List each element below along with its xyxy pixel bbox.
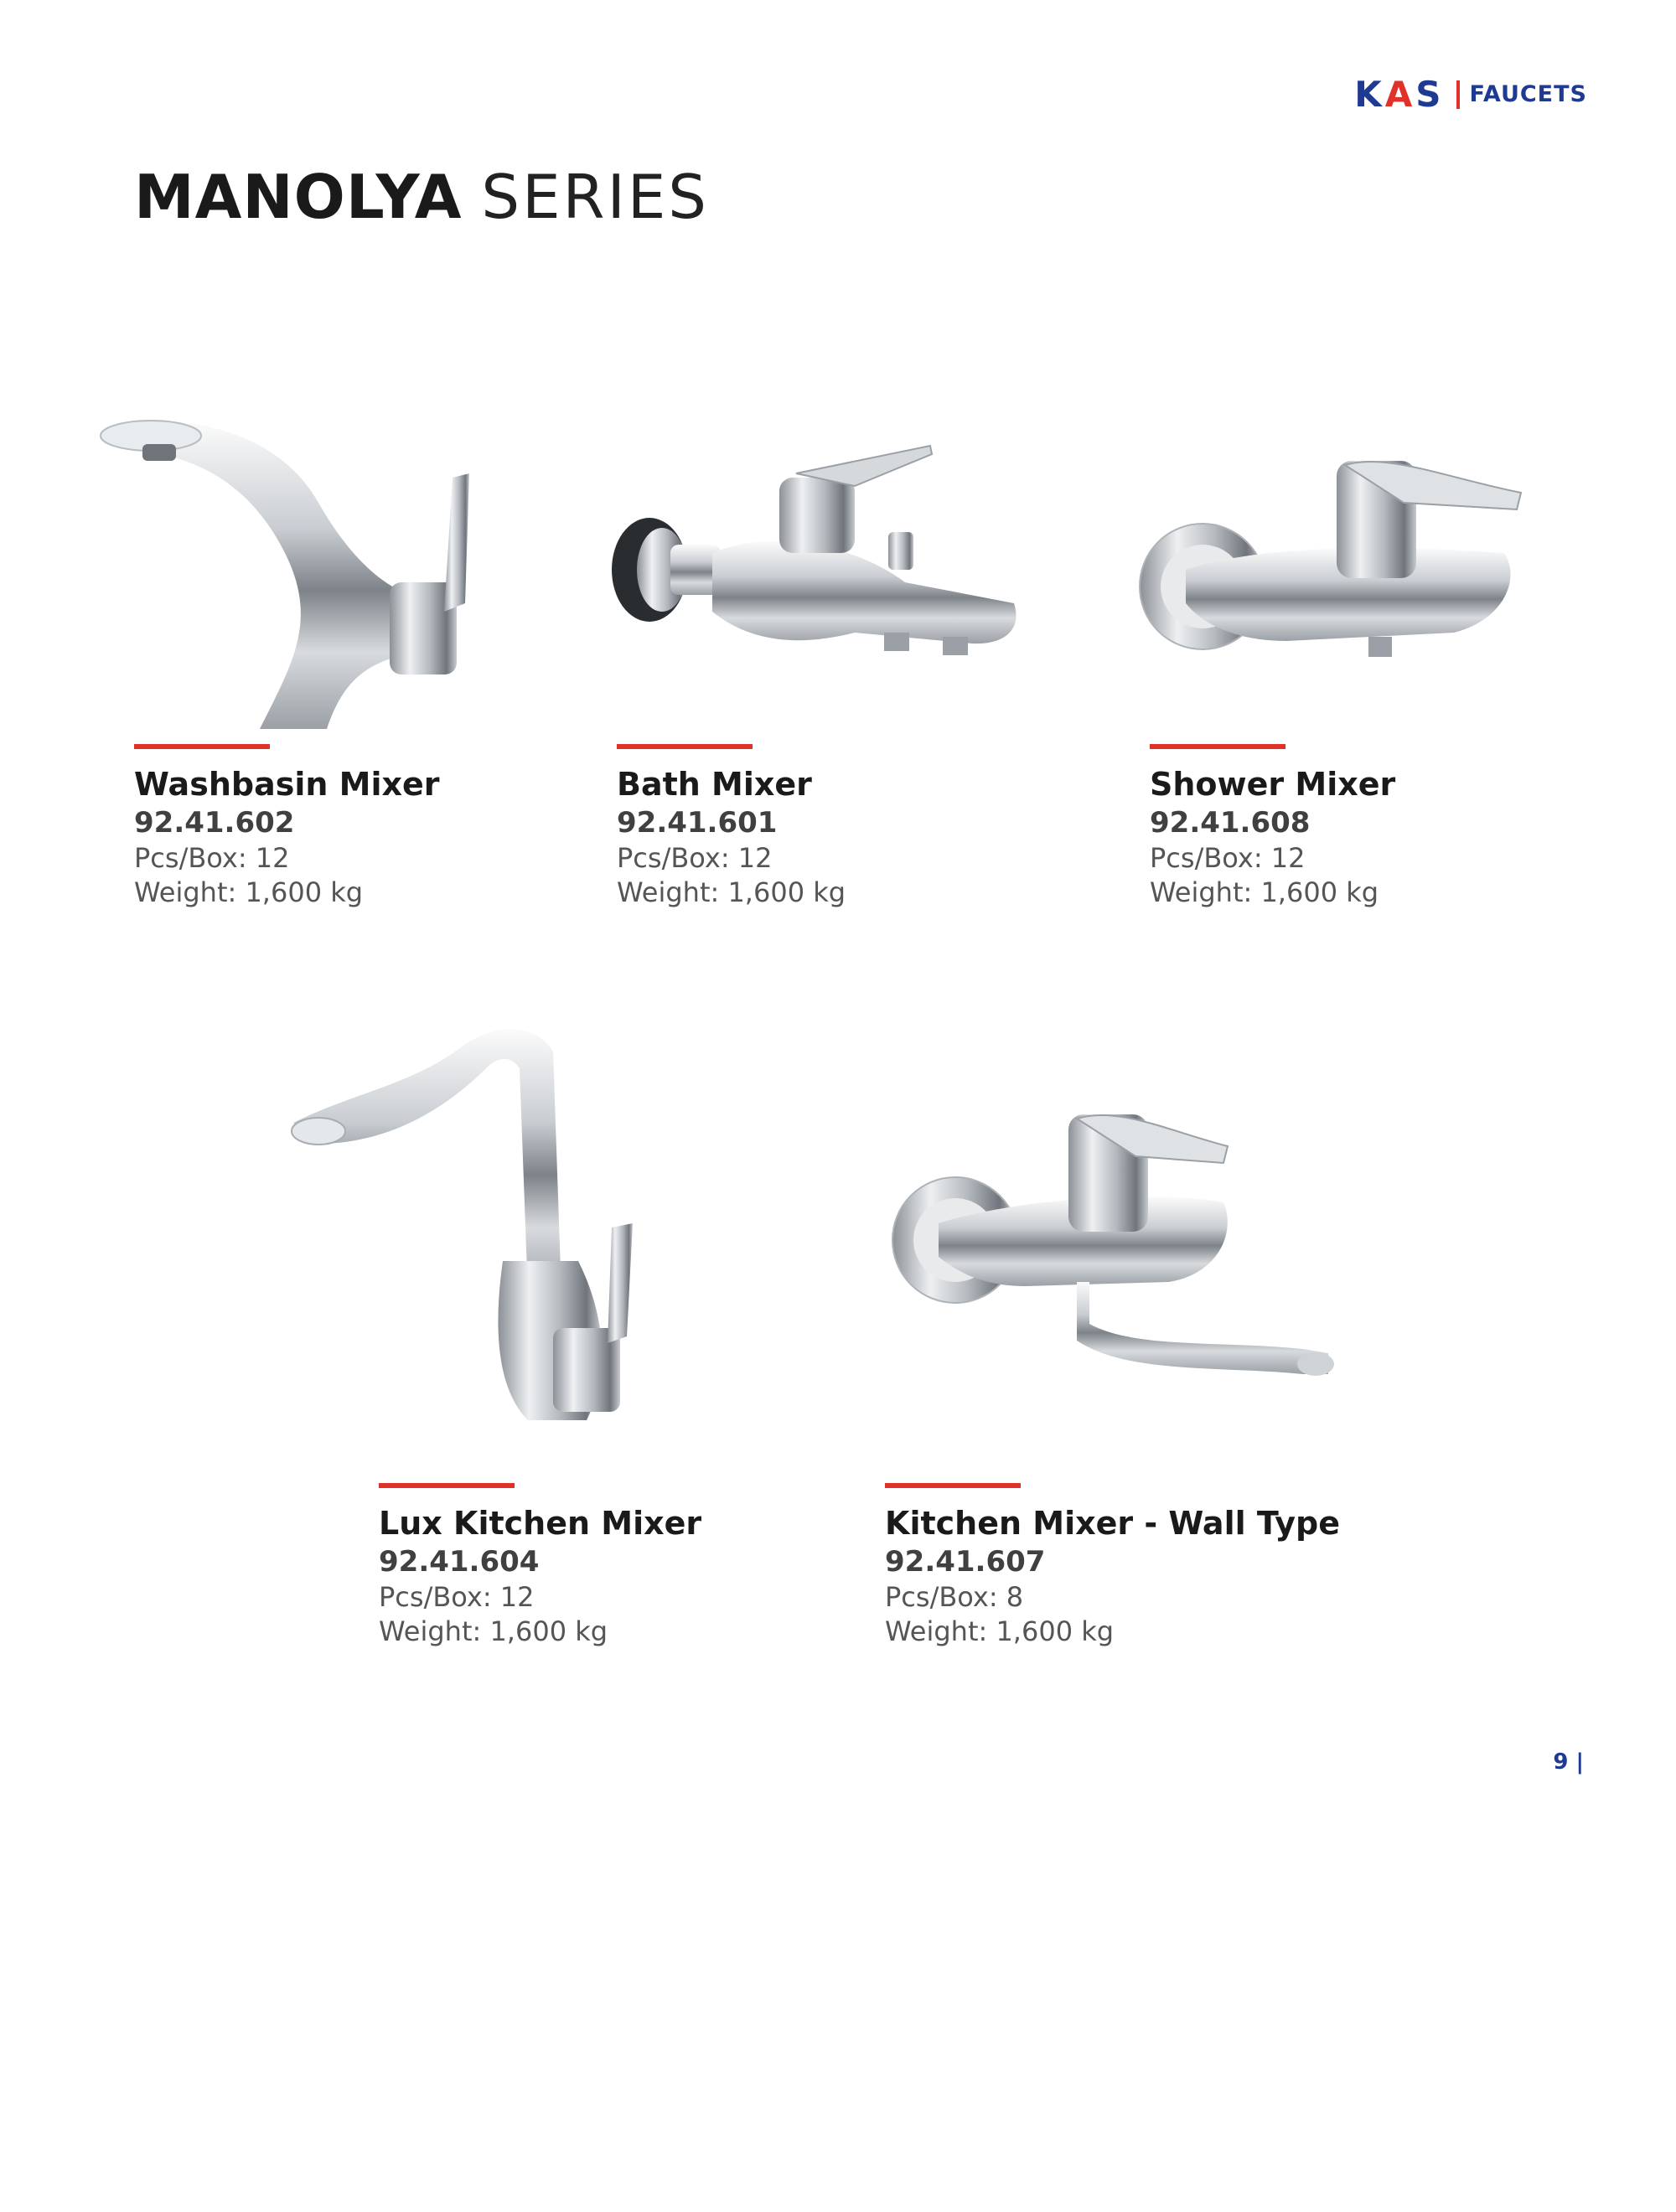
product-pcs-box: Pcs/Box: 12 xyxy=(1150,842,1306,874)
product-name: Lux Kitchen Mixer xyxy=(379,1505,702,1542)
washbasin-mixer-image xyxy=(92,411,511,729)
product-pcs-box: Pcs/Box: 12 xyxy=(379,1581,535,1613)
brand-divider xyxy=(1456,80,1460,109)
brand-section: FAUCETS xyxy=(1469,81,1587,107)
product-name: Kitchen Mixer - Wall Type xyxy=(885,1505,1341,1542)
product-pcs-box: Pcs/Box: 12 xyxy=(134,842,290,874)
brand-header xyxy=(1354,74,1587,115)
product-name: Washbasin Mixer xyxy=(134,766,440,803)
product-pcs-box: Pcs/Box: 12 xyxy=(617,842,773,874)
series-name-bold: MANOLYA xyxy=(134,162,463,232)
series-name-light: SERIES xyxy=(481,162,710,232)
product-code: 92.41.608 xyxy=(1150,806,1311,840)
product-code: 92.41.601 xyxy=(617,806,778,840)
accent-bar xyxy=(617,744,753,749)
product-name: Bath Mixer xyxy=(617,766,812,803)
accent-bar xyxy=(1150,744,1285,749)
product-weight: Weight: 1,600 kg xyxy=(1150,876,1379,908)
product-name: Shower Mixer xyxy=(1150,766,1396,803)
shower-mixer-image xyxy=(1135,444,1529,670)
accent-bar xyxy=(134,744,270,749)
product-weight: Weight: 1,600 kg xyxy=(379,1615,608,1647)
product-weight: Weight: 1,600 kg xyxy=(617,876,846,908)
wall-kitchen-mixer-image xyxy=(884,1098,1337,1399)
product-card-wall-kitchen-mixer xyxy=(885,1483,1341,2212)
product-weight: Weight: 1,600 kg xyxy=(134,876,364,908)
series-title xyxy=(134,159,709,235)
product-pcs-box: Pcs/Box: 8 xyxy=(885,1581,1024,1613)
product-code: 92.41.604 xyxy=(379,1545,540,1579)
kas-logo: KAS xyxy=(1354,74,1445,115)
bath-mixer-image xyxy=(603,436,1031,670)
lux-kitchen-mixer-image xyxy=(285,1018,654,1429)
page-number: 9 | xyxy=(1553,1749,1584,1775)
accent-bar xyxy=(885,1483,1021,1488)
product-weight: Weight: 1,600 kg xyxy=(885,1615,1115,1647)
product-code: 92.41.607 xyxy=(885,1545,1046,1579)
product-card-lux-kitchen-mixer xyxy=(379,1483,831,2212)
accent-bar xyxy=(379,1483,515,1488)
product-code: 92.41.602 xyxy=(134,806,295,840)
